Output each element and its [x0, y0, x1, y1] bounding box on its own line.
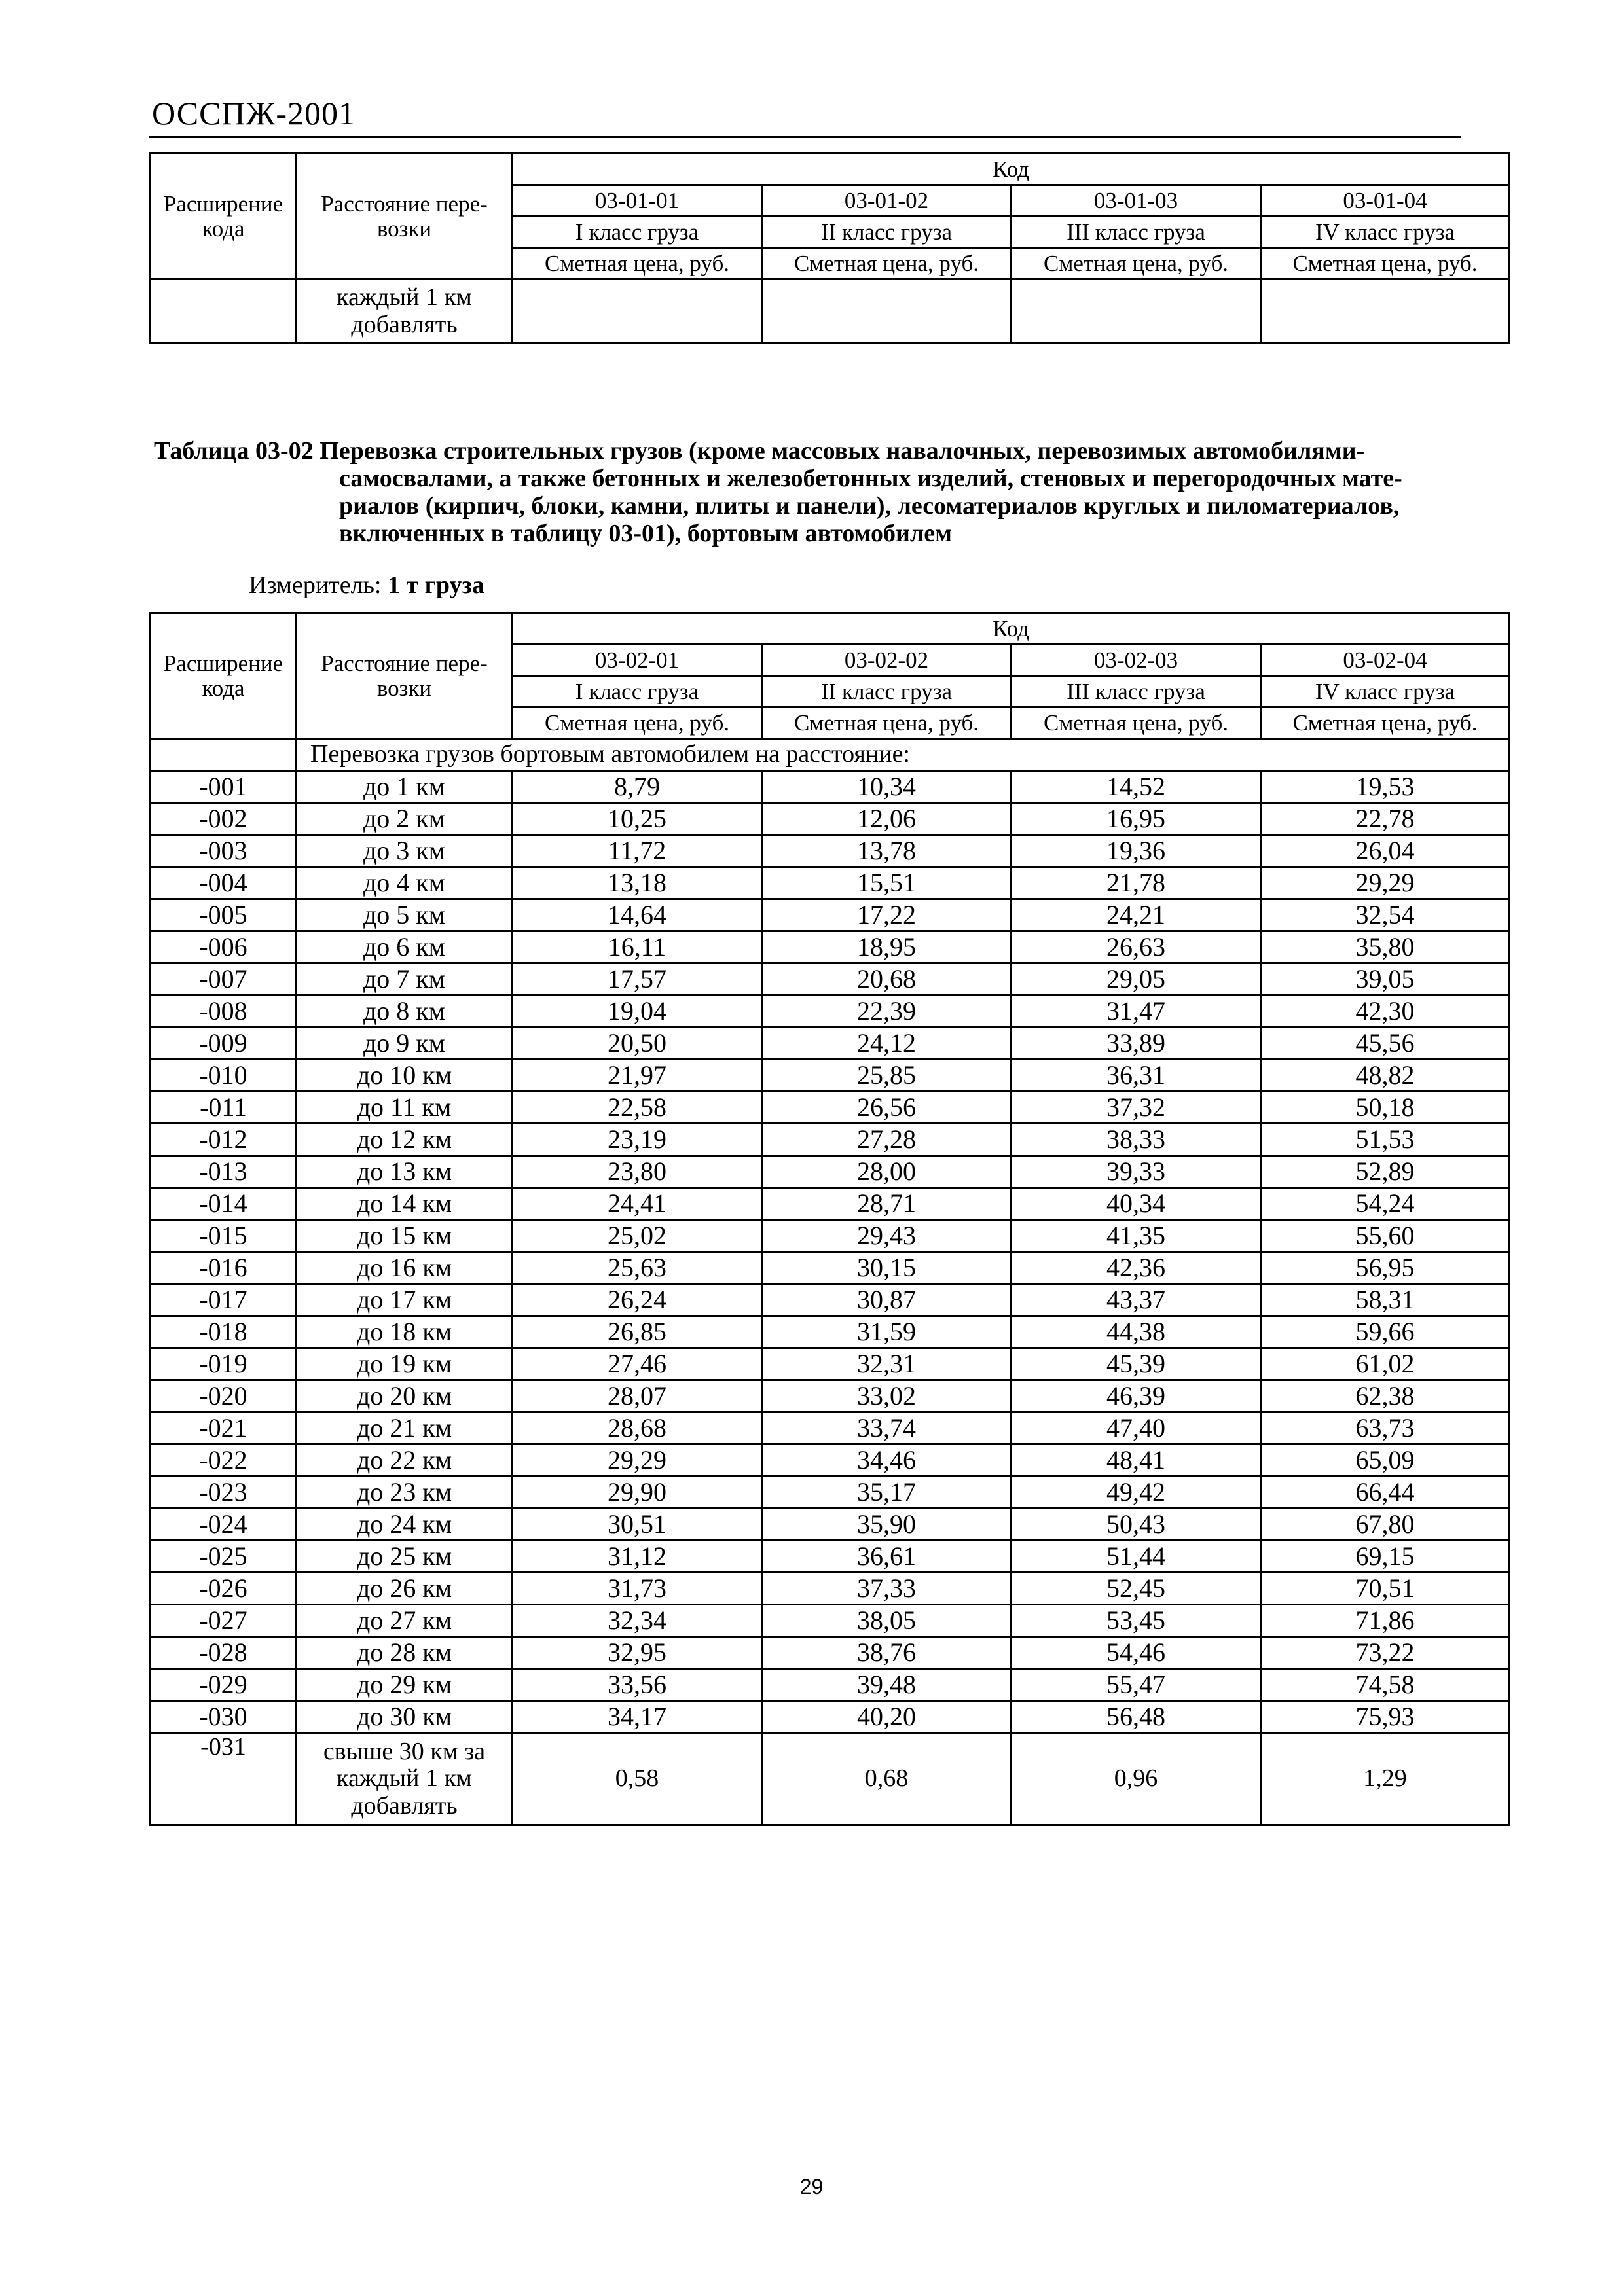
row-extension: -031 — [151, 1733, 297, 1825]
code-header: 03-01-04 — [1261, 185, 1510, 217]
row-value: 42,30 — [1261, 996, 1510, 1028]
row-value: 63,73 — [1261, 1412, 1510, 1444]
row-value: 51,44 — [1012, 1541, 1261, 1573]
row-extension: -005 — [151, 899, 297, 931]
row-value: 29,43 — [762, 1220, 1012, 1252]
row-value: 27,46 — [513, 1348, 762, 1380]
row-distance: до 15 км — [297, 1220, 513, 1252]
row-distance: до 25 км — [297, 1541, 513, 1573]
row-value: 32,54 — [1261, 899, 1510, 931]
row-extension: -006 — [151, 931, 297, 963]
table-row — [151, 1156, 1510, 1188]
row-value: 29,90 — [513, 1477, 762, 1509]
row-value: 12,06 — [762, 803, 1012, 835]
row-value: 44,38 — [1012, 1316, 1261, 1348]
price-header: Сметная цена, руб. — [762, 708, 1012, 739]
row-distance: до 11 км — [297, 1092, 513, 1124]
row-value: 52,45 — [1012, 1573, 1261, 1605]
row-value: 29,05 — [1012, 963, 1261, 996]
col-header-code: Код — [513, 154, 1510, 185]
row-value: 52,89 — [1261, 1156, 1510, 1188]
row-distance: до 30 км — [297, 1701, 513, 1733]
row-distance: до 2 км — [297, 803, 513, 835]
row-value: 13,18 — [513, 867, 762, 899]
col-header-extension: Расширение кода — [151, 613, 297, 739]
row-extension: -014 — [151, 1188, 297, 1220]
table-row — [151, 1573, 1510, 1605]
row-value — [1012, 279, 1261, 344]
row-value: 31,47 — [1012, 996, 1261, 1028]
row-value: 55,60 — [1261, 1220, 1510, 1252]
row-distance: до 18 км — [297, 1316, 513, 1348]
row-extension: -024 — [151, 1509, 297, 1541]
row-value: 47,40 — [1012, 1412, 1261, 1444]
row-value: 51,53 — [1261, 1124, 1510, 1156]
class-header: IV класс груза — [1261, 676, 1510, 708]
row-value: 25,85 — [762, 1060, 1012, 1092]
price-header: Сметная цена, руб. — [1012, 248, 1261, 279]
table-caption-line: Перевозка строительных грузов (кроме массовых навалочных, перевозимых автомобилями- — [319, 437, 1365, 465]
row-value: 26,04 — [1261, 835, 1510, 867]
price-header: Сметная цена, руб. — [1261, 708, 1510, 739]
row-distance: до 10 км — [297, 1060, 513, 1092]
class-header: III класс груза — [1012, 217, 1261, 248]
row-value: 23,80 — [513, 1156, 762, 1188]
table-row — [151, 1348, 1510, 1380]
row-value: 26,24 — [513, 1284, 762, 1316]
row-extension: -008 — [151, 996, 297, 1028]
row-value: 30,51 — [513, 1509, 762, 1541]
row-value: 17,22 — [762, 899, 1012, 931]
table-row — [151, 1188, 1510, 1220]
row-value: 53,45 — [1012, 1605, 1261, 1637]
table-row — [151, 771, 1510, 803]
row-value: 40,34 — [1012, 1188, 1261, 1220]
table-row — [151, 1092, 1510, 1124]
row-distance: до 19 км — [297, 1348, 513, 1380]
row-value: 46,39 — [1012, 1380, 1261, 1412]
table-row — [151, 1380, 1510, 1412]
row-distance: до 8 км — [297, 996, 513, 1028]
row-value: 56,48 — [1012, 1701, 1261, 1733]
table-03-01-continuation — [149, 152, 1510, 344]
row-value: 22,78 — [1261, 803, 1510, 835]
row-value: 73,22 — [1261, 1637, 1510, 1669]
row-value: 28,71 — [762, 1188, 1012, 1220]
row-value: 22,58 — [513, 1092, 762, 1124]
row-value: 41,35 — [1012, 1220, 1261, 1252]
row-value: 30,87 — [762, 1284, 1012, 1316]
class-header: I класс груза — [513, 676, 762, 708]
row-extension: -007 — [151, 963, 297, 996]
row-value: 38,05 — [762, 1605, 1012, 1637]
row-value: 54,24 — [1261, 1188, 1510, 1220]
table-caption — [154, 437, 1509, 547]
row-extension: -028 — [151, 1637, 297, 1669]
table-row — [151, 1124, 1510, 1156]
table-row — [151, 1509, 1510, 1541]
row-value: 13,78 — [762, 835, 1012, 867]
row-distance: до 20 км — [297, 1380, 513, 1412]
row-distance: до 13 км — [297, 1156, 513, 1188]
row-value: 67,80 — [1261, 1509, 1510, 1541]
row-value: 14,52 — [1012, 771, 1261, 803]
table-row — [151, 899, 1510, 931]
row-value: 21,78 — [1012, 867, 1261, 899]
row-value: 33,56 — [513, 1669, 762, 1701]
row-extension: -030 — [151, 1701, 297, 1733]
row-extension: -009 — [151, 1028, 297, 1060]
table-row — [151, 1060, 1510, 1092]
row-extension: -021 — [151, 1412, 297, 1444]
row-value: 17,57 — [513, 963, 762, 996]
row-value: 37,32 — [1012, 1092, 1261, 1124]
row-value: 18,95 — [762, 931, 1012, 963]
row-extension: -027 — [151, 1605, 297, 1637]
row-value: 28,07 — [513, 1380, 762, 1412]
table-caption-label: Таблица 03-02 — [154, 437, 314, 465]
code-header: 03-02-04 — [1261, 645, 1510, 676]
code-header: 03-01-01 — [513, 185, 762, 217]
row-value: 50,43 — [1012, 1509, 1261, 1541]
row-value — [1261, 279, 1510, 344]
row-value: 36,31 — [1012, 1060, 1261, 1092]
row-value: 0,96 — [1012, 1733, 1261, 1825]
row-value: 38,76 — [762, 1637, 1012, 1669]
table-row — [151, 1733, 1510, 1825]
row-value: 1,29 — [1261, 1733, 1510, 1825]
row-value: 65,09 — [1261, 1444, 1510, 1477]
row-value: 20,50 — [513, 1028, 762, 1060]
row-value: 69,15 — [1261, 1541, 1510, 1573]
row-extension: -010 — [151, 1060, 297, 1092]
row-value: 29,29 — [1261, 867, 1510, 899]
row-value: 16,95 — [1012, 803, 1261, 835]
row-value: 50,18 — [1261, 1092, 1510, 1124]
row-value: 45,56 — [1261, 1028, 1510, 1060]
row-extension: -002 — [151, 803, 297, 835]
table-row — [151, 1252, 1510, 1284]
row-distance: каждый 1 км добавлять — [297, 279, 513, 344]
table-row — [151, 1477, 1510, 1509]
table-row — [151, 963, 1510, 996]
table-row — [151, 279, 1510, 344]
class-header: IV класс груза — [1261, 217, 1510, 248]
row-value: 61,02 — [1261, 1348, 1510, 1380]
section-label: Перевозка грузов бортовым автомобилем на расстояние: — [297, 739, 1510, 771]
row-value: 38,33 — [1012, 1124, 1261, 1156]
row-value: 32,95 — [513, 1637, 762, 1669]
row-distance: до 22 км — [297, 1444, 513, 1477]
row-distance: до 4 км — [297, 867, 513, 899]
row-value: 24,12 — [762, 1028, 1012, 1060]
row-value: 70,51 — [1261, 1573, 1510, 1605]
row-value: 30,15 — [762, 1252, 1012, 1284]
row-distance: до 3 км — [297, 835, 513, 867]
row-value: 26,56 — [762, 1092, 1012, 1124]
table-row — [151, 931, 1510, 963]
row-value: 62,38 — [1261, 1380, 1510, 1412]
unit-of-measure-label: Измеритель: — [249, 571, 382, 599]
col-header-distance: Расстояние пере-возки — [297, 613, 513, 739]
table-row — [151, 1220, 1510, 1252]
row-value: 28,68 — [513, 1412, 762, 1444]
row-value: 10,34 — [762, 771, 1012, 803]
header-divider — [149, 136, 1461, 138]
row-value: 25,63 — [513, 1252, 762, 1284]
unit-of-measure — [249, 571, 484, 600]
table-row — [151, 1669, 1510, 1701]
class-header: II класс груза — [762, 676, 1012, 708]
row-value: 40,20 — [762, 1701, 1012, 1733]
row-value: 59,66 — [1261, 1316, 1510, 1348]
col-header-distance: Расстояние пере-возки — [297, 154, 513, 279]
row-value: 27,28 — [762, 1124, 1012, 1156]
row-value: 75,93 — [1261, 1701, 1510, 1733]
row-value: 33,74 — [762, 1412, 1012, 1444]
class-header: II класс груза — [762, 217, 1012, 248]
col-header-extension: Расширение кода — [151, 154, 297, 279]
row-distance: до 24 км — [297, 1509, 513, 1541]
row-value: 36,61 — [762, 1541, 1012, 1573]
row-value: 31,59 — [762, 1316, 1012, 1348]
row-value: 66,44 — [1261, 1477, 1510, 1509]
table-row — [151, 996, 1510, 1028]
row-value: 29,29 — [513, 1444, 762, 1477]
row-value: 71,86 — [1261, 1605, 1510, 1637]
row-value: 49,42 — [1012, 1477, 1261, 1509]
table-row — [151, 1701, 1510, 1733]
table-03-02 — [149, 612, 1510, 1826]
row-value: 23,19 — [513, 1124, 762, 1156]
code-header: 03-01-03 — [1012, 185, 1261, 217]
row-extension: -015 — [151, 1220, 297, 1252]
row-extension: -013 — [151, 1156, 297, 1188]
row-value: 0,58 — [513, 1733, 762, 1825]
table-row — [151, 867, 1510, 899]
table-row — [151, 1605, 1510, 1637]
row-value: 35,90 — [762, 1509, 1012, 1541]
row-extension: -017 — [151, 1284, 297, 1316]
row-extension: -026 — [151, 1573, 297, 1605]
code-header: 03-02-01 — [513, 645, 762, 676]
row-extension: -019 — [151, 1348, 297, 1380]
table-row — [151, 803, 1510, 835]
row-value: 11,72 — [513, 835, 762, 867]
table-caption-line: риалов (кирпич, блоки, камни, плиты и панели), лесоматериалов круглых и пиломатериалов, — [339, 492, 1400, 520]
row-value: 32,34 — [513, 1605, 762, 1637]
row-distance: до 16 км — [297, 1252, 513, 1284]
table-row — [151, 1637, 1510, 1669]
class-header: I класс груза — [513, 217, 762, 248]
row-distance: до 21 км — [297, 1412, 513, 1444]
row-value: 14,64 — [513, 899, 762, 931]
row-distance: до 1 км — [297, 771, 513, 803]
row-distance: до 6 км — [297, 931, 513, 963]
section-empty-cell — [151, 739, 297, 771]
row-value: 24,41 — [513, 1188, 762, 1220]
row-extension: -029 — [151, 1669, 297, 1701]
row-value: 8,79 — [513, 771, 762, 803]
row-value: 20,68 — [762, 963, 1012, 996]
row-value: 26,63 — [1012, 931, 1261, 963]
row-extension: -003 — [151, 835, 297, 867]
row-value: 54,46 — [1012, 1637, 1261, 1669]
row-distance: до 7 км — [297, 963, 513, 996]
row-value: 0,68 — [762, 1733, 1012, 1825]
row-value: 31,73 — [513, 1573, 762, 1605]
table-row — [151, 1284, 1510, 1316]
row-value: 19,53 — [1261, 771, 1510, 803]
table-row — [151, 835, 1510, 867]
price-header: Сметная цена, руб. — [513, 708, 762, 739]
row-value: 33,89 — [1012, 1028, 1261, 1060]
row-value: 55,47 — [1012, 1669, 1261, 1701]
row-value: 35,80 — [1261, 931, 1510, 963]
row-value: 33,02 — [762, 1380, 1012, 1412]
row-value: 37,33 — [762, 1573, 1012, 1605]
code-header: 03-02-03 — [1012, 645, 1261, 676]
code-header: 03-01-02 — [762, 185, 1012, 217]
row-value: 16,11 — [513, 931, 762, 963]
row-value: 15,51 — [762, 867, 1012, 899]
page-header-title: ОССПЖ-2001 — [152, 95, 356, 132]
table-caption-line: самосвалами, а также бетонных и железобетонных изделий, стеновых и перегородочных мате- — [339, 465, 1402, 492]
row-distance: до 28 км — [297, 1637, 513, 1669]
row-distance: до 5 км — [297, 899, 513, 931]
row-value: 34,46 — [762, 1444, 1012, 1477]
table-row — [151, 1316, 1510, 1348]
row-distance: до 9 км — [297, 1028, 513, 1060]
row-value: 19,36 — [1012, 835, 1261, 867]
table-row — [151, 1412, 1510, 1444]
row-distance: до 27 км — [297, 1605, 513, 1637]
row-value: 58,31 — [1261, 1284, 1510, 1316]
row-value — [513, 279, 762, 344]
row-value: 48,41 — [1012, 1444, 1261, 1477]
row-value: 56,95 — [1261, 1252, 1510, 1284]
row-value: 42,36 — [1012, 1252, 1261, 1284]
row-value: 25,02 — [513, 1220, 762, 1252]
row-extension: -001 — [151, 771, 297, 803]
row-extension: -023 — [151, 1477, 297, 1509]
row-value: 22,39 — [762, 996, 1012, 1028]
row-distance: свыше 30 км за каждый 1 км добавлять — [297, 1733, 513, 1825]
class-header: III класс груза — [1012, 676, 1261, 708]
row-value: 32,31 — [762, 1348, 1012, 1380]
table-row — [151, 1028, 1510, 1060]
row-extension: -018 — [151, 1316, 297, 1348]
row-value: 10,25 — [513, 803, 762, 835]
row-distance: до 17 км — [297, 1284, 513, 1316]
row-value: 19,04 — [513, 996, 762, 1028]
row-value — [762, 279, 1012, 344]
row-extension: -016 — [151, 1252, 297, 1284]
row-distance: до 12 км — [297, 1124, 513, 1156]
row-value: 39,33 — [1012, 1156, 1261, 1188]
row-extension: -022 — [151, 1444, 297, 1477]
row-value: 39,05 — [1261, 963, 1510, 996]
row-value: 34,17 — [513, 1701, 762, 1733]
row-value: 74,58 — [1261, 1669, 1510, 1701]
row-distance: до 26 км — [297, 1573, 513, 1605]
row-value: 21,97 — [513, 1060, 762, 1092]
code-header: 03-02-02 — [762, 645, 1012, 676]
row-value: 45,39 — [1012, 1348, 1261, 1380]
page-number: 29 — [799, 2175, 824, 2198]
row-extension: -025 — [151, 1541, 297, 1573]
table-caption-line: включенных в таблицу 03-01), бортовым автомобилем — [339, 520, 952, 547]
row-value: 24,21 — [1012, 899, 1261, 931]
row-value: 48,82 — [1261, 1060, 1510, 1092]
price-header: Сметная цена, руб. — [1261, 248, 1510, 279]
unit-of-measure-value: 1 т груза — [388, 571, 484, 599]
col-header-code: Код — [513, 613, 1510, 645]
row-distance: до 14 км — [297, 1188, 513, 1220]
row-value: 26,85 — [513, 1316, 762, 1348]
row-distance: до 29 км — [297, 1669, 513, 1701]
row-value: 28,00 — [762, 1156, 1012, 1188]
price-header: Сметная цена, руб. — [1012, 708, 1261, 739]
price-header: Сметная цена, руб. — [513, 248, 762, 279]
row-extension: -020 — [151, 1380, 297, 1412]
row-value: 31,12 — [513, 1541, 762, 1573]
row-extension: -004 — [151, 867, 297, 899]
row-value: 43,37 — [1012, 1284, 1261, 1316]
row-extension: -012 — [151, 1124, 297, 1156]
row-value: 39,48 — [762, 1669, 1012, 1701]
table-row — [151, 1541, 1510, 1573]
table-row — [151, 1444, 1510, 1477]
row-distance: до 23 км — [297, 1477, 513, 1509]
row-extension: -011 — [151, 1092, 297, 1124]
row-value: 35,17 — [762, 1477, 1012, 1509]
price-header: Сметная цена, руб. — [762, 248, 1012, 279]
row-extension — [151, 279, 297, 344]
